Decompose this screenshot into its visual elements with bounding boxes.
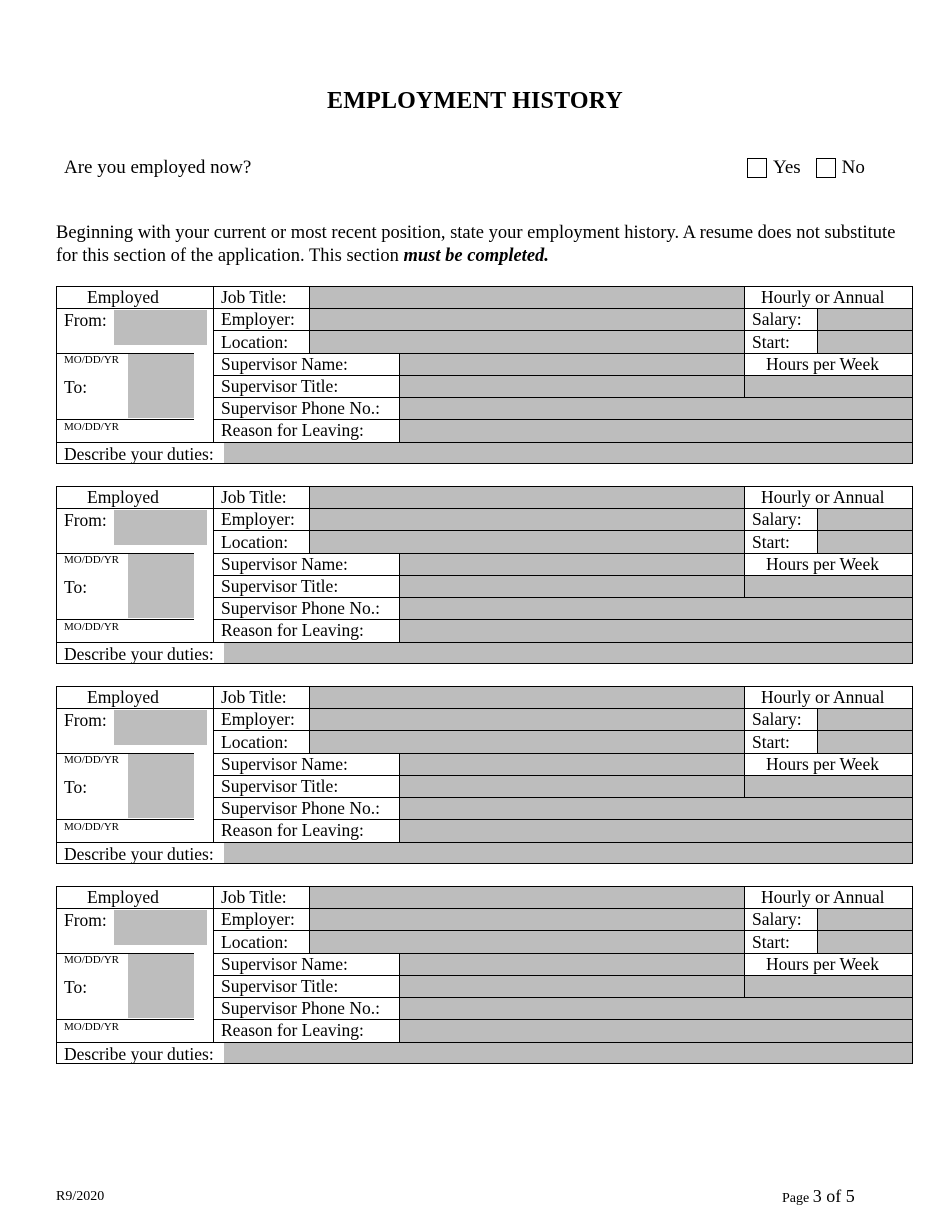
employer-label: Employer: — [221, 509, 295, 529]
job-title-input[interactable] — [310, 887, 744, 908]
hours-per-week-label: Hours per Week — [766, 554, 879, 574]
employed-label: Employed — [87, 887, 159, 907]
divider — [56, 619, 194, 620]
employment-block — [56, 486, 913, 664]
from-date-input[interactable] — [114, 310, 207, 345]
instructions-emphasis: must be completed. — [403, 245, 549, 266]
job-title-label: Job Title: — [221, 687, 287, 707]
to-date-format: MO/DD/YR — [64, 821, 120, 833]
employer-label: Employer: — [221, 309, 295, 329]
divider — [56, 708, 213, 709]
employment-block — [56, 286, 913, 464]
to-date-input[interactable] — [128, 554, 194, 618]
to-date-format: MO/DD/YR — [64, 1021, 120, 1033]
divider — [56, 1019, 194, 1020]
page-count: 3 of 5 — [812, 1186, 855, 1206]
supervisor-title-label: Supervisor Title: — [221, 576, 339, 596]
employment-block — [56, 686, 913, 864]
supervisor-phone-label: Supervisor Phone No.: — [221, 998, 380, 1018]
from-date-input[interactable] — [114, 710, 207, 745]
describe-duties-label: Describe your duties: — [64, 844, 214, 864]
supervisor-name-input[interactable] — [400, 754, 744, 775]
supervisor-phone-label: Supervisor Phone No.: — [221, 598, 380, 618]
employer-input[interactable] — [310, 909, 744, 930]
salary-input[interactable] — [818, 909, 912, 930]
employer-input[interactable] — [310, 509, 744, 530]
supervisor-name-label: Supervisor Name: — [221, 354, 348, 374]
to-label: To: — [64, 377, 88, 397]
from-date-input[interactable] — [114, 910, 207, 945]
salary-input[interactable] — [818, 309, 912, 330]
describe-duties-label: Describe your duties: — [64, 1044, 214, 1064]
start-input[interactable] — [818, 731, 912, 753]
location-label: Location: — [221, 332, 289, 352]
location-input[interactable] — [310, 731, 744, 753]
employer-input[interactable] — [310, 709, 744, 730]
reason-leaving-label: Reason for Leaving: — [221, 420, 364, 440]
salary-label: Salary: — [752, 309, 802, 329]
start-label: Start: — [752, 532, 790, 552]
hours-per-week-label: Hours per Week — [766, 354, 879, 374]
from-date-input[interactable] — [114, 510, 207, 545]
hours-per-week-input[interactable] — [745, 576, 912, 597]
to-date-input[interactable] — [128, 954, 194, 1018]
employed-now-question: Are you employed now? — [64, 157, 252, 178]
instructions-paragraph — [56, 222, 896, 267]
employment-block — [56, 886, 913, 1064]
describe-duties-input[interactable] — [224, 643, 912, 663]
describe-duties-label: Describe your duties: — [64, 644, 214, 664]
page-title: EMPLOYMENT HISTORY — [327, 88, 623, 114]
from-label: From: — [64, 910, 107, 930]
divider — [56, 908, 213, 909]
revision-label: R9/2020 — [56, 1189, 105, 1204]
describe-duties-label: Describe your duties: — [64, 444, 214, 464]
job-title-input[interactable] — [310, 287, 744, 308]
reason-leaving-label: Reason for Leaving: — [221, 620, 364, 640]
from-date-format: MO/DD/YR — [64, 554, 120, 566]
supervisor-title-input[interactable] — [400, 576, 744, 597]
describe-duties-input[interactable] — [224, 1043, 912, 1063]
salary-input[interactable] — [818, 509, 912, 530]
reason-leaving-label: Reason for Leaving: — [221, 820, 364, 840]
divider — [56, 308, 213, 309]
describe-duties-input[interactable] — [224, 843, 912, 863]
to-date-input[interactable] — [128, 354, 194, 418]
hours-per-week-input[interactable] — [745, 976, 912, 997]
reason-leaving-input[interactable] — [400, 820, 912, 842]
supervisor-name-input[interactable] — [400, 354, 744, 375]
job-title-label: Job Title: — [221, 887, 287, 907]
job-title-input[interactable] — [310, 487, 744, 508]
from-date-format: MO/DD/YR — [64, 354, 120, 366]
describe-duties-input[interactable] — [224, 443, 912, 463]
to-date-format: MO/DD/YR — [64, 621, 120, 633]
to-label: To: — [64, 977, 88, 997]
supervisor-phone-input[interactable] — [400, 398, 912, 419]
hourly-annual-label: Hourly or Annual — [761, 687, 885, 707]
salary-input[interactable] — [818, 709, 912, 730]
no-checkbox[interactable] — [816, 158, 836, 178]
reason-leaving-input[interactable] — [400, 420, 912, 442]
reason-leaving-input[interactable] — [400, 620, 912, 642]
divider — [56, 419, 194, 420]
employer-label: Employer: — [221, 909, 295, 929]
page-number — [782, 1186, 855, 1207]
supervisor-phone-label: Supervisor Phone No.: — [221, 398, 380, 418]
no-option[interactable] — [816, 157, 865, 179]
start-label: Start: — [752, 332, 790, 352]
no-label: No — [841, 157, 865, 178]
supervisor-title-input[interactable] — [400, 976, 744, 997]
employed-now-choices — [747, 157, 880, 179]
location-label: Location: — [221, 532, 289, 552]
job-title-label: Job Title: — [221, 487, 287, 507]
instructions-text: Beginning with your current or most recent position, state your employment history. A resume does not substitute for this section of the application. This section — [56, 223, 896, 266]
from-date-format: MO/DD/YR — [64, 954, 120, 966]
supervisor-name-input[interactable] — [400, 954, 744, 975]
supervisor-phone-input[interactable] — [400, 998, 912, 1019]
from-label: From: — [64, 710, 107, 730]
location-label: Location: — [221, 932, 289, 952]
employed-label: Employed — [87, 487, 159, 507]
supervisor-title-input[interactable] — [400, 376, 744, 397]
from-label: From: — [64, 510, 107, 530]
divider — [56, 508, 213, 509]
location-input[interactable] — [310, 531, 744, 553]
to-label: To: — [64, 777, 88, 797]
hourly-annual-label: Hourly or Annual — [761, 287, 885, 307]
employer-input[interactable] — [310, 309, 744, 330]
hours-per-week-input[interactable] — [745, 776, 912, 797]
supervisor-title-label: Supervisor Title: — [221, 976, 339, 996]
supervisor-phone-input[interactable] — [400, 798, 912, 819]
hours-per-week-label: Hours per Week — [766, 954, 879, 974]
yes-checkbox[interactable] — [747, 158, 767, 178]
reason-leaving-label: Reason for Leaving: — [221, 1020, 364, 1040]
page-word: Page — [782, 1191, 810, 1206]
job-title-label: Job Title: — [221, 287, 287, 307]
start-label: Start: — [752, 732, 790, 752]
supervisor-title-label: Supervisor Title: — [221, 776, 339, 796]
supervisor-phone-label: Supervisor Phone No.: — [221, 798, 380, 818]
employer-label: Employer: — [221, 709, 295, 729]
to-date-format: MO/DD/YR — [64, 421, 120, 433]
start-input[interactable] — [818, 531, 912, 553]
supervisor-name-input[interactable] — [400, 554, 744, 575]
job-title-input[interactable] — [310, 687, 744, 708]
to-label: To: — [64, 577, 88, 597]
from-date-format: MO/DD/YR — [64, 754, 120, 766]
yes-option[interactable] — [747, 157, 801, 179]
start-input[interactable] — [818, 931, 912, 953]
start-input[interactable] — [818, 331, 912, 353]
from-label: From: — [64, 310, 107, 330]
divider — [56, 819, 194, 820]
hourly-annual-label: Hourly or Annual — [761, 887, 885, 907]
location-input[interactable] — [310, 931, 744, 953]
yes-label: Yes — [773, 157, 801, 178]
location-input[interactable] — [310, 331, 744, 353]
reason-leaving-input[interactable] — [400, 1020, 912, 1042]
hourly-annual-label: Hourly or Annual — [761, 487, 885, 507]
to-date-input[interactable] — [128, 754, 194, 818]
employed-label: Employed — [87, 687, 159, 707]
hours-per-week-input[interactable] — [745, 376, 912, 397]
salary-label: Salary: — [752, 909, 802, 929]
supervisor-name-label: Supervisor Name: — [221, 954, 348, 974]
supervisor-name-label: Supervisor Name: — [221, 754, 348, 774]
salary-label: Salary: — [752, 709, 802, 729]
supervisor-name-label: Supervisor Name: — [221, 554, 348, 574]
location-label: Location: — [221, 732, 289, 752]
supervisor-phone-input[interactable] — [400, 598, 912, 619]
salary-label: Salary: — [752, 509, 802, 529]
supervisor-title-input[interactable] — [400, 776, 744, 797]
supervisor-title-label: Supervisor Title: — [221, 376, 339, 396]
hours-per-week-label: Hours per Week — [766, 754, 879, 774]
employed-label: Employed — [87, 287, 159, 307]
start-label: Start: — [752, 932, 790, 952]
